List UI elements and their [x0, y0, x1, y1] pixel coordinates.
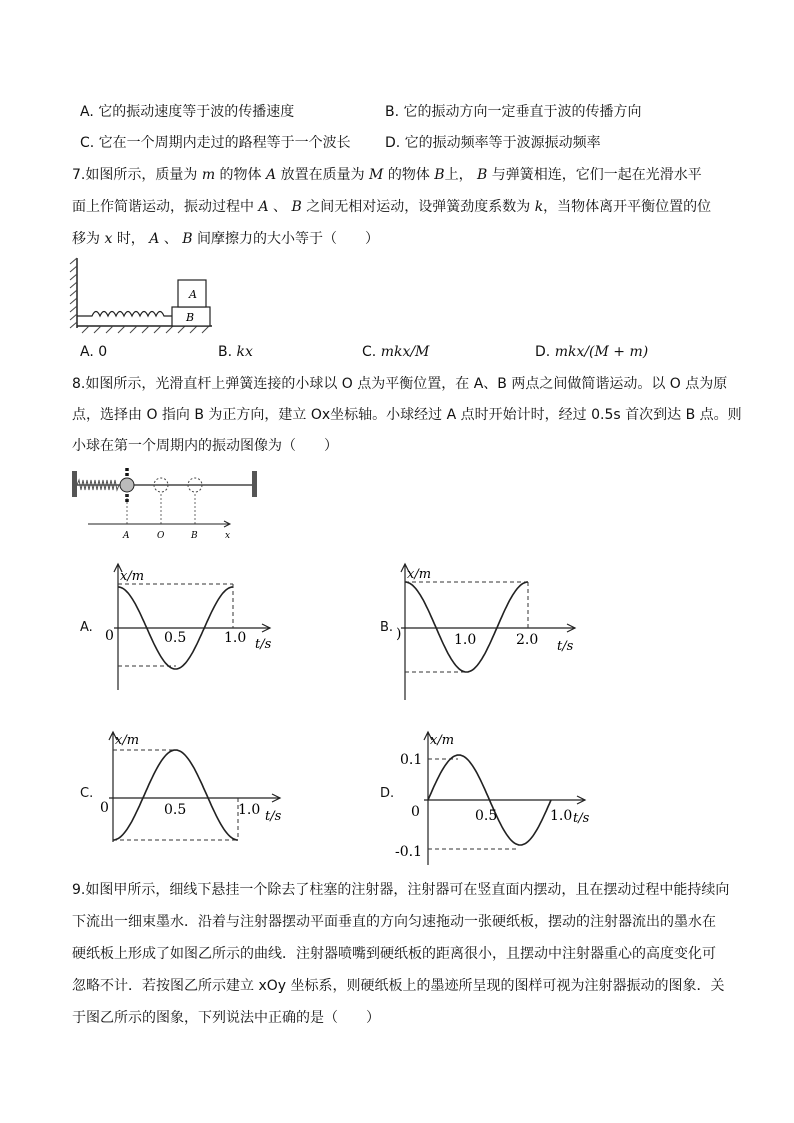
q8-option-a-label: A.	[80, 620, 93, 635]
block-b-label: B	[186, 311, 195, 324]
svg-text:0.5: 0.5	[475, 808, 498, 824]
svg-text:x/m: x/m	[430, 733, 455, 748]
svg-text:t/s: t/s	[265, 809, 282, 824]
graph-c-curve	[113, 750, 238, 840]
ball	[120, 478, 134, 492]
q7-option-d: D. mkx/(M + m)	[535, 344, 649, 360]
svg-text:0: 0	[105, 628, 114, 644]
svg-text:O: O	[157, 531, 165, 541]
svg-text:t/s: t/s	[255, 637, 272, 652]
q8-stem-line1: 8.如图所示，光滑直杆上弹簧连接的小球以 O 点为平衡位置，在 A、B 两点之间做简谐运动。以 O 点为原	[72, 376, 728, 392]
q8-option-c-label: C.	[80, 786, 94, 801]
svg-text:x/m: x/m	[115, 733, 140, 748]
svg-text:): )	[396, 626, 402, 642]
svg-text:A: A	[123, 531, 130, 541]
q8-option-d-label: D.	[380, 786, 395, 801]
q6-option-b: B. 它的振动方向一定垂直于波的传播方向	[385, 104, 642, 120]
q9-stem-line2: 下流出一细束墨水．沿着与注射器摆动平面垂直的方向匀速拖动一张硬纸板，摆动的注射器流出的墨水在	[72, 914, 716, 930]
q8-stem-line2: 点，选择由 O 指向 B 为正方向，建立 Ox坐标轴。小球经过 A 点时开始计时，经过 0.5s 首次到达 B 点。则	[72, 407, 742, 423]
block-a-label: A	[189, 288, 197, 301]
svg-text:-0.1: -0.1	[395, 844, 422, 860]
svg-text:x/m: x/m	[407, 567, 432, 582]
graph-a	[100, 560, 280, 700]
svg-text:0: 0	[411, 804, 420, 820]
q6-option-d: D. 它的振动频率等于波源振动频率	[385, 135, 601, 151]
svg-text:t/s: t/s	[557, 639, 574, 654]
svg-text:0.5: 0.5	[164, 630, 187, 646]
svg-text:t/s: t/s	[573, 811, 590, 826]
q7-spring-block-figure	[70, 256, 220, 336]
q7-option-a: A. 0	[80, 344, 108, 360]
graph-b-curve	[405, 582, 528, 672]
svg-text:1.0: 1.0	[238, 802, 261, 818]
q7-stem-line2: 面上作简谐运动，振动过程中 A 、 B 之间无相对运动，设弹簧劲度系数为 k，当物体离开平衡位置的位	[72, 199, 712, 215]
graph-b	[385, 560, 585, 700]
q6-option-c: C. 它在一个周期内走过的路程等于一个波长	[80, 135, 351, 151]
q9-stem-line1: 9.如图甲所示，细线下悬挂一个除去了柱塞的注射器，注射器可在竖直面内摆动，且在摆动过程中能持续向	[72, 882, 730, 898]
svg-text:1.0: 1.0	[550, 808, 573, 824]
q9-stem-line3: 硬纸板上形成了如图乙所示的曲线．注射器喷嘴到硬纸板的距离很小，且摆动中注射器重心的高度变化可	[72, 946, 716, 962]
svg-text:B: B	[191, 531, 198, 541]
q7-option-b: B. kx	[218, 344, 253, 360]
q7-option-c: C. mkx/M	[362, 344, 430, 360]
svg-text:0.1: 0.1	[400, 752, 423, 768]
q6-option-a: A. 它的振动速度等于波的传播速度	[80, 104, 295, 120]
svg-text:1.0: 1.0	[454, 632, 477, 648]
q7-stem-line1: 7.如图所示，质量为 m 的物体 A 放置在质量为 M 的物体 B上， B 与弹簧相连，它们一起在光滑水平	[72, 167, 702, 183]
q7-stem-line3: 移为 x 时， A 、 B 间摩擦力的大小等于（ ）	[72, 231, 380, 247]
q9-stem-line4: 忽略不计．若按图乙所示建立 xOy 坐标系，则硬纸板上的墨迹所呈现的图样可视为注射器振动的图象．关	[72, 978, 725, 994]
q8-rod-spring-figure	[70, 466, 260, 544]
graph-d	[395, 730, 595, 870]
q8-option-b-label: B.	[380, 620, 394, 635]
svg-text:0.5: 0.5	[164, 802, 187, 818]
q8-stem-line3: 小球在第一个周期内的振动图像为（ ）	[72, 438, 338, 454]
svg-text:1.0: 1.0	[224, 630, 247, 646]
svg-text:2.0: 2.0	[516, 632, 539, 648]
svg-text:x: x	[225, 531, 231, 541]
q9-stem-line5: 于图乙所示的图象，下列说法中正确的是（ ）	[72, 1010, 380, 1026]
svg-text:0: 0	[100, 800, 109, 816]
svg-text:x/m: x/m	[120, 569, 145, 584]
graph-c	[100, 730, 290, 850]
